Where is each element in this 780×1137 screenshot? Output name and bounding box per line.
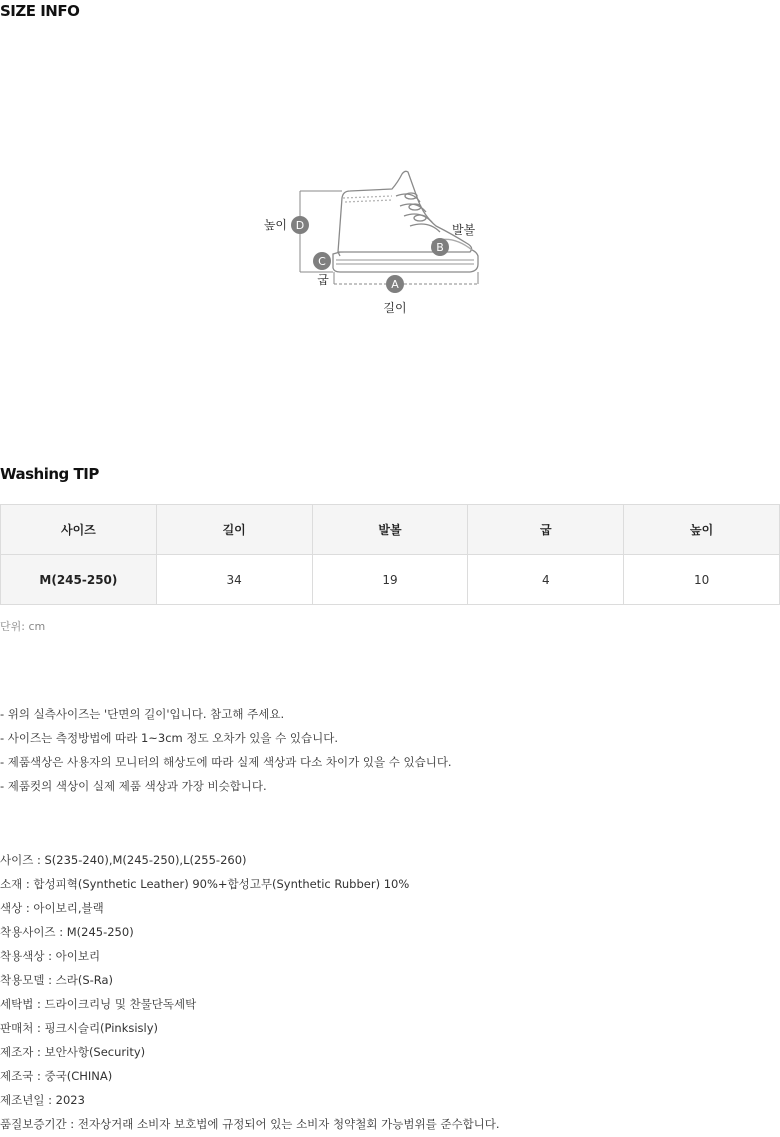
table-header-row xyxy=(1,505,780,555)
list-item: 착용색상 : 아이보리 xyxy=(0,949,101,963)
shoe-illustration xyxy=(333,171,478,272)
header-length: 길이 xyxy=(156,505,312,555)
list-item: 제조년일 : 2023 xyxy=(0,1093,85,1107)
cell-heel: 4 xyxy=(468,555,624,605)
header-heel: 굽 xyxy=(468,505,624,555)
cell-width: 19 xyxy=(312,555,468,605)
list-item: 제조자 : 보안사항(Security) xyxy=(0,1045,146,1059)
product-info xyxy=(0,848,500,1136)
list-item: 착용모델 : 스라(S-Ra) xyxy=(0,973,114,987)
list-item: - 사이즈는 측정방법에 따라 1~3cm 정도 오차가 있을 수 있습니다. xyxy=(0,731,339,745)
marker-c xyxy=(313,252,331,287)
list-item: 소재 : 합성피혁(Synthetic Leather) 90%+합성고무(Synthetic Rubber) 10% xyxy=(0,877,410,891)
marker-d xyxy=(264,216,309,234)
svg-text:B: B xyxy=(436,241,444,254)
size-notes xyxy=(0,702,452,798)
size-table xyxy=(0,504,780,605)
marker-label-width: 발볼 xyxy=(452,223,476,237)
marker-label-heel: 굽 xyxy=(317,273,329,287)
list-item: 세탁법 : 드라이크리닝 및 찬물단독세탁 xyxy=(0,997,197,1011)
list-item: - 위의 실측사이즈는 '단면의 길이'입니다. 참고해 주세요. xyxy=(0,707,285,721)
svg-text:A: A xyxy=(391,278,399,291)
unit-note: 단위: cm xyxy=(0,620,46,633)
marker-label-height: 높이 xyxy=(263,218,287,232)
shoe-size-diagram xyxy=(0,160,780,330)
svg-text:C: C xyxy=(318,255,326,268)
cell-length: 34 xyxy=(156,555,312,605)
list-item: 제조국 : 중국(CHINA) xyxy=(0,1069,113,1083)
header-height: 높이 xyxy=(624,505,780,555)
list-item: 착용사이즈 : M(245-250) xyxy=(0,925,134,939)
marker-a xyxy=(383,275,406,315)
washing-tip-heading: Washing TIP xyxy=(0,465,99,483)
marker-label-length: 길이 xyxy=(383,301,407,315)
list-item: 사이즈 : S(235-240),M(245-250),L(255-260) xyxy=(0,853,247,867)
header-size: 사이즈 xyxy=(1,505,157,555)
list-item: 색상 : 아이보리,블랙 xyxy=(0,901,104,915)
header-width: 발볼 xyxy=(312,505,468,555)
list-item: 판매처 : 핑크시슬리(Pinksisly) xyxy=(0,1021,159,1035)
cell-height: 10 xyxy=(624,555,780,605)
list-item: 품질보증기간 : 전자상거래 소비자 보호법에 규정되어 있는 소비자 청약철회 가능범위를 준수합니다. xyxy=(0,1117,500,1131)
table-row xyxy=(1,555,780,605)
svg-text:D: D xyxy=(295,219,305,232)
list-item: - 제품색상은 사용자의 모니터의 해상도에 따라 실제 색상과 다소 차이가 있을 수 있습니다. xyxy=(0,755,452,769)
size-info-heading: SIZE INFO xyxy=(0,2,80,20)
list-item: - 제품컷의 색상이 실제 제품 색상과 가장 비슷합니다. xyxy=(0,779,267,793)
cell-size: M(245-250) xyxy=(1,555,157,605)
